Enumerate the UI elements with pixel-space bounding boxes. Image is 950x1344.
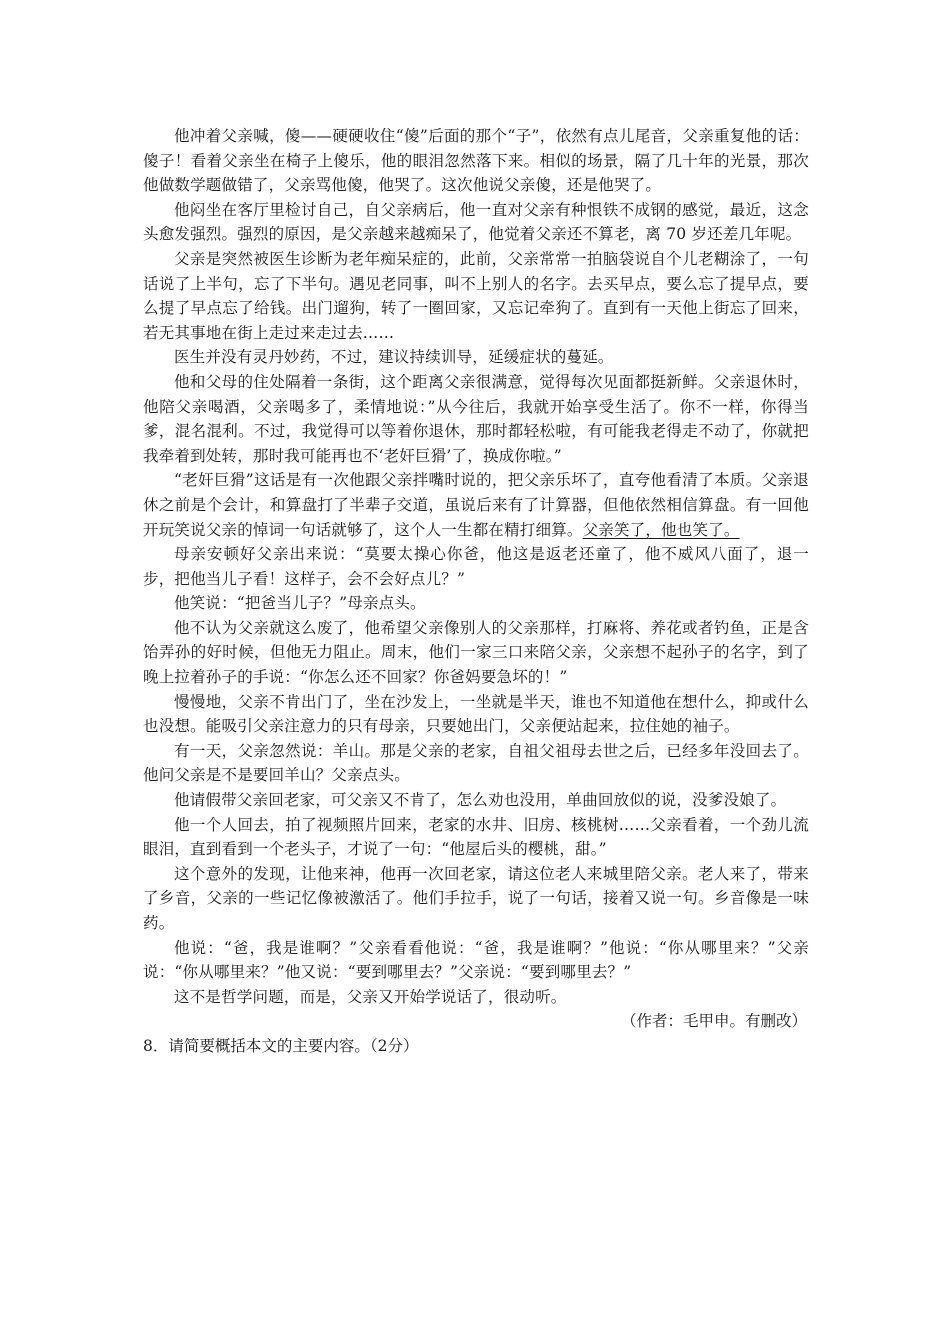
- paragraph-5: 他和父母的住处隔着一条街，这个距离父亲很满意，觉得每次见面都挺新鲜。父亲退休时，他陪父亲喝酒，父亲喝多了，柔情地说：”从今往后，我就开始享受生活了。你不一样，你得当爹，混名混利。不过，我觉得可以等着你退休，那时都轻松啦，有可能我老得走不动了，你就把我牵着到处转，那时我可能再也不‘老奸巨猾’了，换成你啦。”: [143, 372, 809, 465]
- paragraph-14: 这个意外的发现，让他来神，他再一次回老家，请这位老人来城里陪父亲。老人来了，带来了乡音，父亲的一些记忆像被激活了。他们手拉手，说了一句话，接着又说一句。乡音像是一味药。: [143, 864, 809, 932]
- paragraph-6-text: “老奸巨猾”这话是有一次他跟父亲拌嘴时说的，把父亲乐坏了，直夸他看清了本质。父亲退休之前是个会计，和算盘打了半辈子交道，虽说后来有了计算器，但他依然相信算盘。有一回他开玩笑说父亲的悼词一句话就够了，这个人一生都在精打细算。: [143, 471, 809, 539]
- story-body: [143, 124, 809, 1009]
- paragraph-3: 父亲是突然被医生诊断为老年痴呆症的，此前，父亲常常一拍脑袋说自个儿老糊涂了，一句话说了上半句，忘了下半句。遇见老同事，叫不上别人的名字。去买早点，要么忘了提早点，要么提了早点忘了给钱。出门遛狗，转了一圈回家，又忘记牵狗了。直到有一天他上街忘了回来，若无其事地在街上走过来走过去……: [143, 249, 809, 342]
- paragraph-1: 他冲着父亲喊，傻——硬硬收住“傻”后面的那个“子”，依然有点儿尾音，父亲重复他的话：傻子！看着父亲坐在椅子上傻乐，他的眼泪忽然落下来。相似的场景，隔了几十年的光景，那次他做数学题做错了，父亲骂他傻，他哭了。这次他说父亲傻，还是他哭了。: [143, 127, 809, 195]
- paragraph-13: 他一个人回去，拍了视频照片回来，老家的水井、旧房、核桃树……父亲看着，一个劲儿流眼泪，直到看到一个老头子，才说了一句：“他屋后头的樱桃，甜。”: [143, 815, 809, 859]
- paragraph-7: 母亲安顿好父亲出来说：“莫要太操心你爸，他这是返老还童了，他不威风八面了，退一步，把他当儿子看！这样子，会不会好点儿？”: [143, 545, 809, 588]
- document-page: [143, 124, 809, 1059]
- paragraph-12: 他请假带父亲回老家，可父亲又不肯了，怎么劝也没用，单曲回放似的说，没爹没娘了。: [174, 791, 787, 810]
- underlined-sentence: 父亲笑了，他也笑了。: [582, 520, 740, 539]
- paragraph-15: 他说：“爸，我是谁啊？”父亲看看他说：“爸，我是谁啊？”他说：“你从哪里来？”父亲说：“你从哪里来？”他又说：“要到哪里去？”父亲说：“要到哪里去？”: [143, 938, 809, 982]
- paragraph-4: 医生并没有灵丹妙药，不过，建议持续训导，延缓症状的蔓延。: [174, 348, 614, 367]
- paragraph-16: 这不是哲学问题，而是，父亲又开始学说话了，很动听。: [174, 987, 567, 1006]
- paragraph-2: 他闷坐在客厅里检讨自己，自父亲病后，他一直对父亲有种恨铁不成钢的感觉，最近，这念头愈发强烈。强烈的原因，是父亲越来越痴呆了，他觉着父亲还不算老，离 70 岁还差几年呢。: [143, 200, 809, 244]
- paragraph-8: 他笑说：“把爸当儿子？”母亲点头。: [174, 594, 426, 613]
- paragraph-6: [143, 468, 809, 542]
- author-attribution: （作者：毛甲申。有删改）: [620, 1012, 807, 1031]
- paragraph-10: 慢慢地，父亲不肯出门了，坐在沙发上，一坐就是半天，谁也不知道他在想什么，抑或什么也没想。能吸引父亲注意力的只有母亲，只要她出门，父亲便站起来，拉住她的袖子。: [143, 692, 809, 736]
- paragraph-11: 有一天，父亲忽然说：羊山。那是父亲的老家，自祖父祖母去世之后，已经多年没回去了。他问父亲是不是要回羊山？父亲点头。: [143, 741, 809, 785]
- question-8: 8．请简要概括本文的主要内容。（2分）: [143, 1036, 419, 1055]
- paragraph-9: 他不认为父亲就这么废了，他希望父亲像别人的父亲那样，打麻将、养花或者钓鱼，正是含饴弄孙的好时候，但他无力阻止。周末，他们一家三口来陪父亲，父亲想不起孙子的名字，到了晚上拉着孙子的手说：“你怎么还不回家？你爸妈要急坏的！”: [143, 618, 809, 687]
